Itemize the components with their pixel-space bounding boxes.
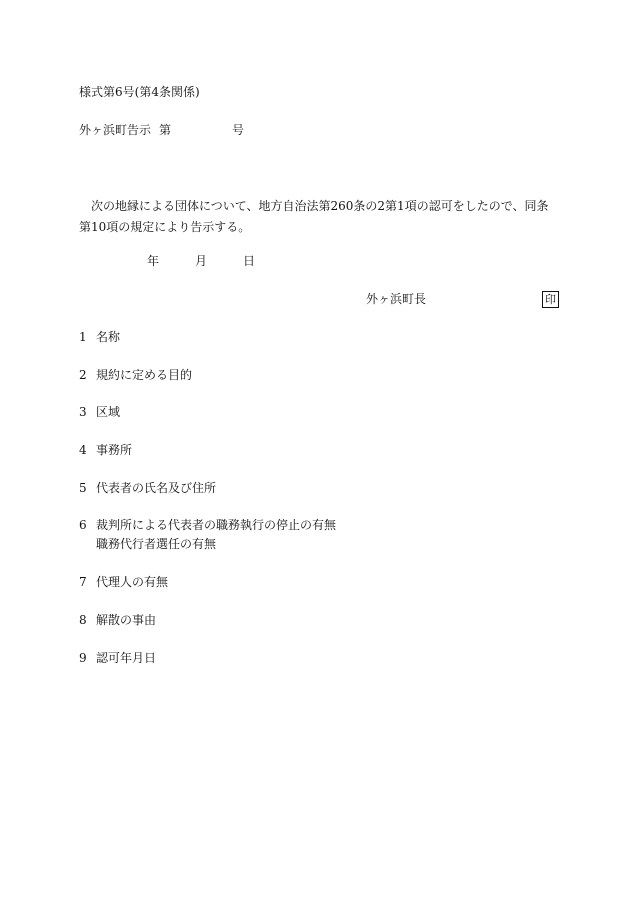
seal-icon: 印 (542, 291, 559, 308)
notice-label: 外ヶ浜町告示 (79, 123, 152, 137)
item-number: 3 (79, 405, 87, 419)
item-approval-date: 認可年月日 (96, 651, 157, 665)
item-area: 区域 (96, 405, 121, 419)
item-number: 9 (79, 651, 87, 665)
item-number: 4 (79, 443, 87, 457)
item-number: 2 (79, 368, 87, 382)
item-purpose: 規約に定める目的 (96, 368, 193, 382)
item-dissolution: 解散の事由 (96, 613, 157, 627)
item-number: 7 (79, 575, 87, 589)
notice-body-paragraph: 次の地縁による団体について、地方自治法第260条の2第1項の認可をしたので、同条第10項の規定により告示する。 (79, 199, 549, 234)
notice-number-suffix: 号 (232, 123, 245, 137)
item-suspension: 裁判所による代表者の職務執行の停止の有無 (96, 518, 337, 532)
item-proxy: 代理人の有無 (96, 575, 169, 589)
item-office: 事務所 (96, 443, 133, 457)
notice-number-prefix: 第 (159, 123, 172, 137)
item-name: 名称 (96, 330, 121, 344)
item-acting-agent: 職務代行者選任の有無 (96, 537, 217, 551)
date-day-label: 日 (243, 254, 256, 268)
form-number-heading: 様式第6号(第4条関係) (79, 85, 200, 99)
item-representative: 代表者の氏名及び住所 (96, 481, 217, 495)
mayor-title: 外ヶ浜町長 (366, 292, 427, 306)
item-number: 1 (79, 330, 87, 344)
item-number: 5 (79, 481, 87, 495)
item-number: 8 (79, 613, 87, 627)
date-year-label: 年 (147, 254, 160, 268)
item-number: 6 (79, 518, 87, 532)
date-month-label: 月 (195, 254, 208, 268)
